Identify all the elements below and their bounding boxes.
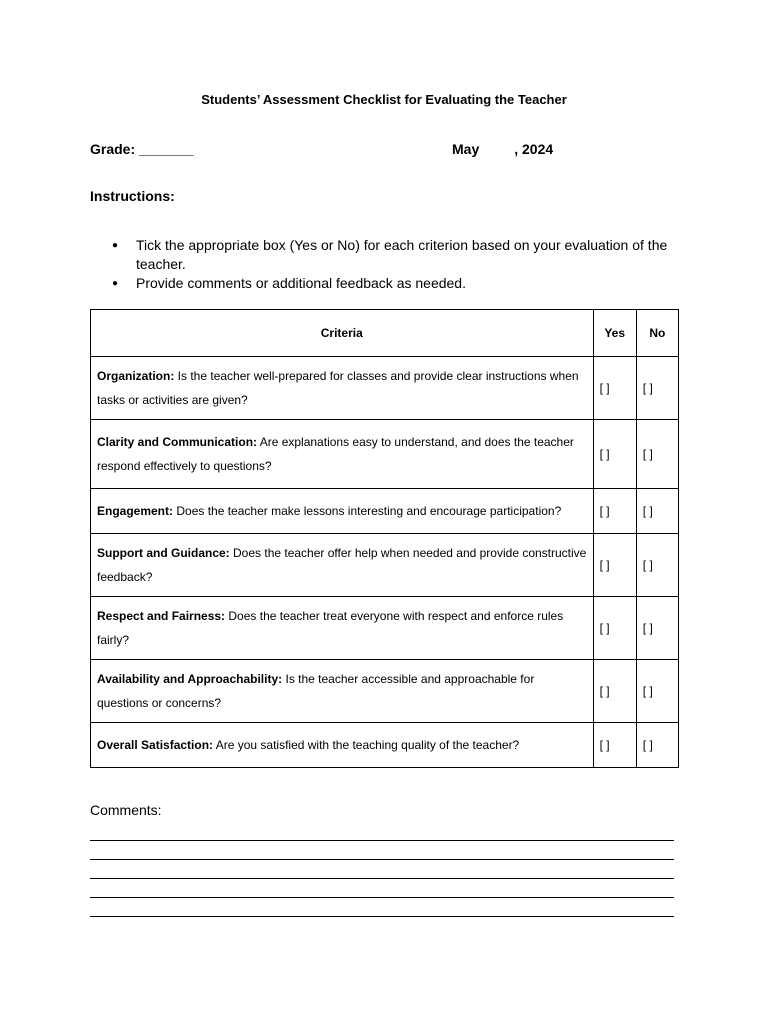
table-row <box>91 420 679 489</box>
date-field: May , 2024 <box>452 141 554 157</box>
criterion-text: Are you satisfied with the teaching quality of the teacher? <box>213 738 520 752</box>
criterion-cell <box>91 420 594 489</box>
yes-checkbox[interactable]: [ ] <box>593 420 636 489</box>
no-checkbox[interactable]: [ ] <box>636 660 678 723</box>
instruction-item: ● Tick the appropriate box (Yes or No) for each criterion based on your evaluation of the teacher. <box>112 236 692 274</box>
instructions-list <box>112 236 692 293</box>
criterion-cell <box>91 597 594 660</box>
criteria-header: Criteria <box>91 310 594 357</box>
comment-line[interactable] <box>90 822 674 841</box>
criterion-name: Organization: <box>97 369 175 383</box>
comment-line[interactable] <box>90 879 674 898</box>
table-row <box>91 597 679 660</box>
yes-checkbox[interactable]: [ ] <box>593 597 636 660</box>
criteria-table <box>90 309 679 768</box>
criterion-text: Is the teacher well-prepared for classes and provide clear instructions when tasks or activities are given? <box>97 369 579 407</box>
yes-checkbox[interactable]: [ ] <box>593 489 636 534</box>
criterion-cell <box>91 660 594 723</box>
comment-line[interactable] <box>90 860 674 879</box>
criterion-text: Does the teacher make lessons interesting and encourage participation? <box>173 504 562 518</box>
table-row <box>91 660 679 723</box>
no-header: No <box>636 310 678 357</box>
criterion-text: Does the teacher offer help when needed and provide constructive feedback? <box>97 546 587 584</box>
yes-checkbox[interactable]: [ ] <box>593 723 636 768</box>
criterion-name: Clarity and Communication: <box>97 435 258 449</box>
criterion-name: Overall Satisfaction: <box>97 738 214 752</box>
no-checkbox[interactable]: [ ] <box>636 357 678 420</box>
criterion-name: Respect and Fairness: <box>97 609 226 623</box>
no-checkbox[interactable]: [ ] <box>636 534 678 597</box>
yes-checkbox[interactable]: [ ] <box>593 534 636 597</box>
criterion-cell <box>91 489 594 534</box>
no-checkbox[interactable]: [ ] <box>636 489 678 534</box>
criterion-text: Is the teacher accessible and approachable for questions or concerns? <box>97 672 535 710</box>
comment-line[interactable] <box>90 898 674 917</box>
criterion-name: Availability and Approachability: <box>97 672 283 686</box>
no-checkbox[interactable]: [ ] <box>636 723 678 768</box>
table-row <box>91 489 679 534</box>
criterion-name: Support and Guidance: <box>97 546 230 560</box>
yes-checkbox[interactable]: [ ] <box>593 660 636 723</box>
instruction-item: ● Provide comments or additional feedback as needed. <box>112 274 692 293</box>
criterion-cell <box>91 357 594 420</box>
criterion-text: Does the teacher treat everyone with respect and enforce rules fairly? <box>97 609 564 647</box>
comment-line[interactable] <box>90 841 674 860</box>
table-header-row <box>91 310 679 357</box>
yes-header: Yes <box>593 310 636 357</box>
criterion-text: Are explanations easy to understand, and does the teacher respond effectively to questions? <box>97 435 574 473</box>
no-checkbox[interactable]: [ ] <box>636 420 678 489</box>
no-checkbox[interactable]: [ ] <box>636 597 678 660</box>
comments-lines <box>90 822 674 917</box>
criterion-cell <box>91 534 594 597</box>
instructions-heading: Instructions: <box>90 188 175 204</box>
criterion-cell <box>91 723 594 768</box>
grade-field: Grade: _______ <box>90 141 194 157</box>
yes-checkbox[interactable]: [ ] <box>593 357 636 420</box>
document-title: Students’ Assessment Checklist for Evaluating the Teacher <box>201 92 567 107</box>
table-row <box>91 357 679 420</box>
criterion-name: Engagement: <box>97 504 174 518</box>
table-row <box>91 534 679 597</box>
comments-label: Comments: <box>90 802 162 818</box>
table-row <box>91 723 679 768</box>
